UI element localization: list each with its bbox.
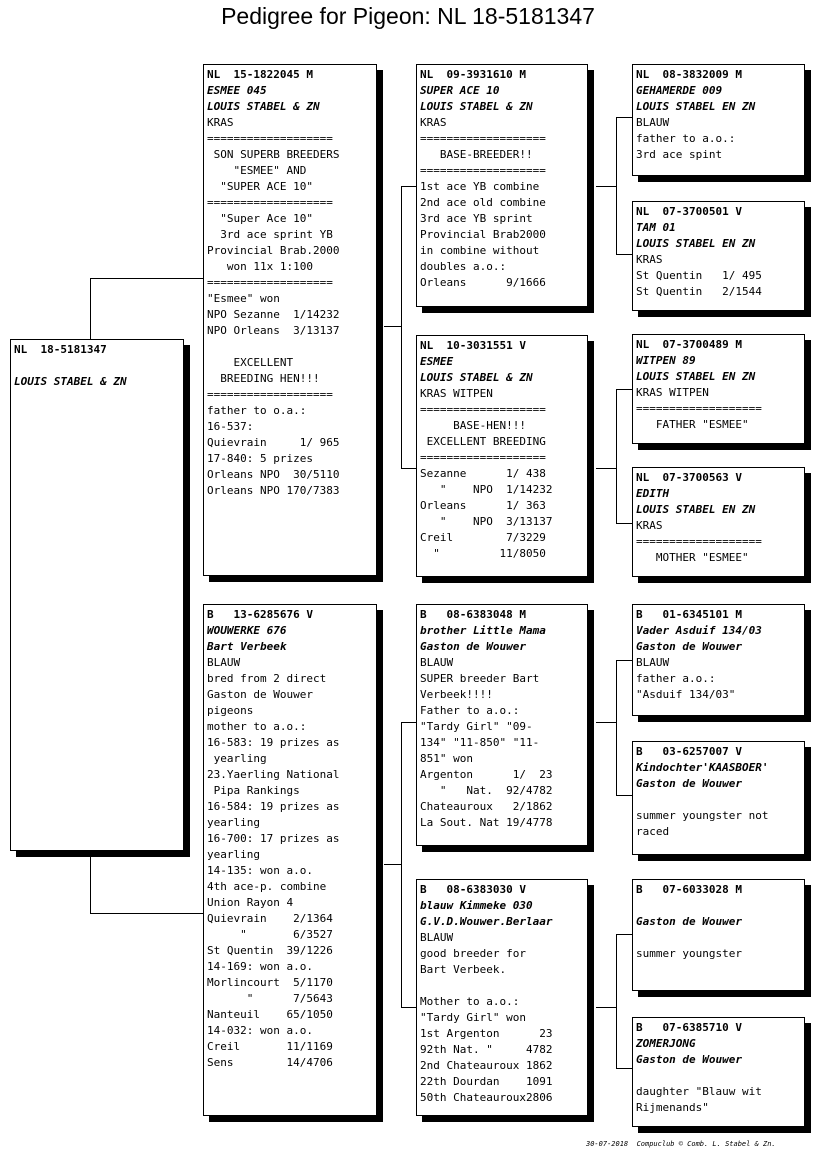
info-line: NPO Orleans 3/13137 xyxy=(207,324,340,337)
info-line: summer youngster xyxy=(636,947,742,960)
info-line: La Sout. Nat 19/4778 xyxy=(420,816,553,829)
ring-number: B 08-6383030 V xyxy=(420,883,526,896)
info-line: " 7/5643 xyxy=(207,992,333,1005)
ring-number: B 07-6385710 V xyxy=(636,1021,742,1034)
connector-line xyxy=(616,660,633,661)
pigeon-card-ff-mother[interactable] xyxy=(632,201,805,311)
info-line: "Tardy Girl" "09- xyxy=(420,720,533,733)
ring-number: B 07-6033028 M xyxy=(636,883,742,896)
info-line: 1st Argenton 23 xyxy=(420,1027,553,1040)
info-line: =================== xyxy=(636,402,762,415)
connector-line xyxy=(401,468,417,469)
info-line: mother to a.o.: xyxy=(207,720,307,733)
info-line: Chateauroux 2/1862 xyxy=(420,800,553,813)
info-line: Provincial Brab2000 xyxy=(420,228,546,241)
connector-line xyxy=(616,1068,633,1069)
info-line: Orleans NPO 30/5110 xyxy=(207,468,340,481)
info-line: Father to a.o.: xyxy=(420,704,520,717)
info-line: =================== xyxy=(420,132,546,145)
connector-line xyxy=(616,660,617,795)
info-line: =================== xyxy=(636,535,762,548)
connector-line xyxy=(616,254,633,255)
pigeon-card-father-mother[interactable] xyxy=(416,335,588,577)
info-line: 16-700: 17 prizes as xyxy=(207,832,340,845)
pigeon-card-mm-father[interactable] xyxy=(632,879,805,991)
info-line: in combine without xyxy=(420,244,540,257)
ring-number: NL 07-3700501 V xyxy=(636,205,742,218)
connector-line xyxy=(90,913,204,914)
info-line: KRAS WITPEN xyxy=(420,387,493,400)
info-line: daughter "Blauw wit xyxy=(636,1085,762,1098)
connector-line xyxy=(616,389,633,390)
info-line: Orleans 1/ 363 xyxy=(420,499,546,512)
pigeon-card-ff-father[interactable] xyxy=(632,64,805,176)
info-line: Creil 7/3229 xyxy=(420,531,546,544)
info-line: summer youngster not xyxy=(636,809,769,822)
page-title: Pedigree for Pigeon: NL 18-5181347 xyxy=(221,3,595,29)
info-line: =================== xyxy=(207,132,333,145)
info-line: St Quentin 2/1544 xyxy=(636,285,762,298)
connector-line xyxy=(596,722,616,723)
breeder-name: Gaston de Wouwer xyxy=(636,640,742,653)
info-line: 22th Dourdan 1091 xyxy=(420,1075,553,1088)
pigeon-name xyxy=(636,898,801,914)
info-line: =================== xyxy=(207,388,333,401)
info-line: 14-135: won a.o. xyxy=(207,864,313,877)
info-line: Sezanne 1/ 438 xyxy=(420,467,546,480)
info-line: 3rd ace YB sprint xyxy=(420,212,533,225)
info-line: pigeons xyxy=(207,704,254,717)
pigeon-name: blauw Kimmeke 030 xyxy=(420,899,533,912)
info-line: Orleans 9/1666 xyxy=(420,276,546,289)
info-line: 50th Chateauroux2806 xyxy=(420,1091,553,1104)
info-line xyxy=(420,978,584,994)
info-line: EXCELLENT BREEDING xyxy=(420,435,546,448)
connector-line xyxy=(596,1007,616,1008)
info-line: St Quentin 39/1226 xyxy=(207,944,333,957)
info-line: 134" "11-850" "11- xyxy=(420,736,540,749)
info-line: won 11x 1:100 xyxy=(207,260,313,273)
pigeon-name: ZOMERJONG xyxy=(636,1037,696,1050)
info-line: father to o.a.: xyxy=(207,404,307,417)
info-line: yearling xyxy=(207,752,267,765)
pigeon-name: ESMEE 045 xyxy=(207,84,267,97)
info-line: " Nat. 92/4782 xyxy=(420,784,553,797)
info-line: 1st ace YB combine xyxy=(420,180,540,193)
info-line: =================== xyxy=(420,164,546,177)
info-line: yearling xyxy=(207,816,260,829)
connector-line xyxy=(596,186,616,187)
info-line: FATHER "ESMEE" xyxy=(636,418,749,431)
ring-number: NL 07-3700489 M xyxy=(636,338,742,351)
info-line: Bart Verbeek. xyxy=(420,963,507,976)
breeder-name: Gaston de Wouwer xyxy=(636,1053,742,1066)
breeder-name: LOUIS STABEL EN ZN xyxy=(636,100,756,113)
ring-number: NL 10-3031551 V xyxy=(420,339,526,352)
pigeon-card-fm-father[interactable] xyxy=(632,334,805,444)
info-line: 2nd ace old combine xyxy=(420,196,546,209)
info-line: 92th Nat. " 4782 xyxy=(420,1043,553,1056)
ring-number: NL 15-1822045 M xyxy=(207,68,313,81)
pigeon-name xyxy=(14,358,180,374)
info-line: KRAS xyxy=(420,116,447,129)
pigeon-card-mm-mother[interactable] xyxy=(632,1017,805,1127)
info-line: "Super Ace 10" xyxy=(207,212,313,225)
connector-line xyxy=(384,864,401,865)
info-line: Morlincourt 5/1170 xyxy=(207,976,333,989)
connector-line xyxy=(616,934,617,1068)
connector-line xyxy=(384,326,401,327)
info-line xyxy=(636,930,801,946)
info-line: KRAS xyxy=(636,519,663,532)
info-line: Verbeek!!!! xyxy=(420,688,493,701)
info-line: SUPER breeder Bart xyxy=(420,672,540,685)
info-line: Orleans NPO 170/7383 xyxy=(207,484,340,497)
info-line: 3rd ace spint xyxy=(636,148,723,161)
pigeon-name: Kindochter'KAASBOER' xyxy=(636,761,769,774)
info-line: BLAUW xyxy=(420,656,454,669)
info-line: "SUPER ACE 10" xyxy=(207,180,313,193)
pigeon-name: WITPEN 89 xyxy=(636,354,696,367)
pigeon-name: Vader Asduif 134/03 xyxy=(636,624,762,637)
breeder-name: LOUIS STABEL & ZN xyxy=(420,371,533,384)
info-line: Quievrain 1/ 965 xyxy=(207,436,340,449)
breeder-name: LOUIS STABEL & ZN xyxy=(420,100,533,113)
breeder-name: Bart Verbeek xyxy=(207,640,287,653)
ring-number: B 03-6257007 V xyxy=(636,745,742,758)
connector-line xyxy=(616,795,633,796)
ring-number: NL 09-3931610 M xyxy=(420,68,526,81)
info-line: " 11/8050 xyxy=(420,547,546,560)
info-line: 16-583: 19 prizes as xyxy=(207,736,340,749)
info-line: Rijmenands" xyxy=(636,1101,709,1114)
breeder-name: G.V.D.Wouwer.Berlaar xyxy=(420,915,553,928)
pigeon-name: TAM 01 xyxy=(636,221,676,234)
pigeon-name: GEHAMERDE 009 xyxy=(636,84,723,97)
info-line: KRAS WITPEN xyxy=(636,386,709,399)
info-line: 4th ace-p. combine xyxy=(207,880,327,893)
pigeon-card-mf-mother[interactable] xyxy=(632,741,805,855)
info-line: yearling xyxy=(207,848,260,861)
info-line: KRAS xyxy=(636,253,663,266)
info-line: MOTHER "ESMEE" xyxy=(636,551,749,564)
info-line: father to a.o.: xyxy=(636,132,736,145)
info-line: 851" won xyxy=(420,752,473,765)
info-line: =================== xyxy=(207,276,333,289)
connector-line xyxy=(596,468,616,469)
info-line: BLAUW xyxy=(207,656,241,669)
info-line: 3rd ace sprint YB xyxy=(207,228,333,241)
info-line: "Asduif 134/03" xyxy=(636,688,736,701)
breeder-name: LOUIS STABEL & ZN xyxy=(207,100,320,113)
info-line: BREEDING HEN!!! xyxy=(207,372,320,385)
info-line: 14-169: won a.o. xyxy=(207,960,313,973)
connector-line xyxy=(401,722,417,723)
info-line: 2nd Chateauroux 1862 xyxy=(420,1059,553,1072)
info-line: 23.Yaerling National xyxy=(207,768,340,781)
info-line: Union Rayon 4 xyxy=(207,896,294,909)
breeder-name: LOUIS STABEL EN ZN xyxy=(636,370,756,383)
connector-line xyxy=(90,278,204,279)
pigeon-card-father-father[interactable] xyxy=(416,64,588,307)
info-line: BLAUW xyxy=(636,656,670,669)
ring-number: NL 18-5181347 xyxy=(14,343,107,356)
pigeon-card-mother[interactable] xyxy=(203,604,377,1116)
info-line: =================== xyxy=(207,196,333,209)
ring-number: B 01-6345101 M xyxy=(636,608,742,621)
info-line xyxy=(207,339,373,355)
connector-line xyxy=(616,523,633,524)
info-line: " NPO 3/13137 xyxy=(420,515,553,528)
info-line: 17-840: 5 prizes xyxy=(207,452,313,465)
pigeon-name: EDITH xyxy=(636,487,670,500)
info-line: Pipa Rankings xyxy=(207,784,300,797)
info-line: BASE-BREEDER!! xyxy=(420,148,533,161)
info-line: SON SUPERB BREEDERS xyxy=(207,148,340,161)
pigeon-card-mother-mother[interactable] xyxy=(416,879,588,1116)
info-line: Nanteuil 65/1050 xyxy=(207,1008,333,1021)
info-line: Provincial Brab.2000 xyxy=(207,244,340,257)
info-line: "Tardy Girl" won xyxy=(420,1011,526,1024)
info-line: father a.o.: xyxy=(636,672,716,685)
info-line: EXCELLENT xyxy=(207,356,294,369)
ring-number: B 13-6285676 V xyxy=(207,608,313,621)
info-line: Argenton 1/ 23 xyxy=(420,768,553,781)
pigeon-name: SUPER ACE 10 xyxy=(420,84,500,97)
pigeon-card-fm-mother[interactable] xyxy=(632,467,805,577)
pigeon-card-subject[interactable] xyxy=(10,339,184,851)
connector-line xyxy=(90,278,91,340)
pigeon-name: brother Little Mama xyxy=(420,624,546,637)
pigeon-name: ESMEE xyxy=(420,355,454,368)
info-line: BASE-HEN!!! xyxy=(420,419,526,432)
info-line: BLAUW xyxy=(420,931,454,944)
pigeon-name: WOUWERKE 676 xyxy=(207,624,287,637)
info-line: 16-584: 19 prizes as xyxy=(207,800,340,813)
breeder-name: Gaston de Wouwer xyxy=(636,915,742,928)
ring-number: B 08-6383048 M xyxy=(420,608,526,621)
info-line: BLAUW xyxy=(636,116,670,129)
connector-line xyxy=(401,186,417,187)
ring-number: NL 07-3700563 V xyxy=(636,471,742,484)
info-line: "Esmee" won xyxy=(207,292,280,305)
info-line: Gaston de Wouwer xyxy=(207,688,313,701)
info-line: Creil 11/1169 xyxy=(207,1040,333,1053)
info-line: bred from 2 direct xyxy=(207,672,327,685)
info-line: raced xyxy=(636,825,670,838)
info-line: 14-032: won a.o. xyxy=(207,1024,313,1037)
info-line: KRAS xyxy=(207,116,234,129)
ring-number: NL 08-3832009 M xyxy=(636,68,742,81)
connector-line xyxy=(401,722,402,1007)
info-line: 16-537: xyxy=(207,420,254,433)
connector-line xyxy=(90,856,91,913)
info-line: " NPO 1/14232 xyxy=(420,483,553,496)
info-line: St Quentin 1/ 495 xyxy=(636,269,762,282)
info-line: doubles a.o.: xyxy=(420,260,507,273)
connector-line xyxy=(401,1007,417,1008)
info-line: good breeder for xyxy=(420,947,526,960)
connector-line xyxy=(401,186,402,468)
pigeon-card-mother-father[interactable] xyxy=(416,604,588,846)
info-line: " 6/3527 xyxy=(207,928,333,941)
pigeon-card-father[interactable] xyxy=(203,64,377,576)
info-line: =================== xyxy=(420,451,546,464)
breeder-name: LOUIS STABEL EN ZN xyxy=(636,503,756,516)
info-line: NPO Sezanne 1/14232 xyxy=(207,308,340,321)
connector-line xyxy=(616,117,633,118)
info-line: Mother to a.o.: xyxy=(420,995,520,1008)
connector-line xyxy=(616,117,617,254)
info-line xyxy=(636,792,801,808)
footer-credit: 30-07-2018 Compuclub © Comb. L. Stabel & Zn. xyxy=(586,1140,776,1148)
info-line: "ESMEE" AND xyxy=(207,164,307,177)
info-line xyxy=(636,1068,801,1084)
connector-line xyxy=(616,934,633,935)
info-line: Sens 14/4706 xyxy=(207,1056,333,1069)
breeder-name: Gaston de Wouwer xyxy=(636,777,742,790)
connector-line xyxy=(616,389,617,523)
pigeon-card-mf-father[interactable] xyxy=(632,604,805,716)
info-line: Quievrain 2/1364 xyxy=(207,912,333,925)
breeder-name: LOUIS STABEL EN ZN xyxy=(636,237,756,250)
breeder-name: Gaston de Wouwer xyxy=(420,640,526,653)
info-line: =================== xyxy=(420,403,546,416)
breeder-name: LOUIS STABEL & ZN xyxy=(14,375,127,388)
